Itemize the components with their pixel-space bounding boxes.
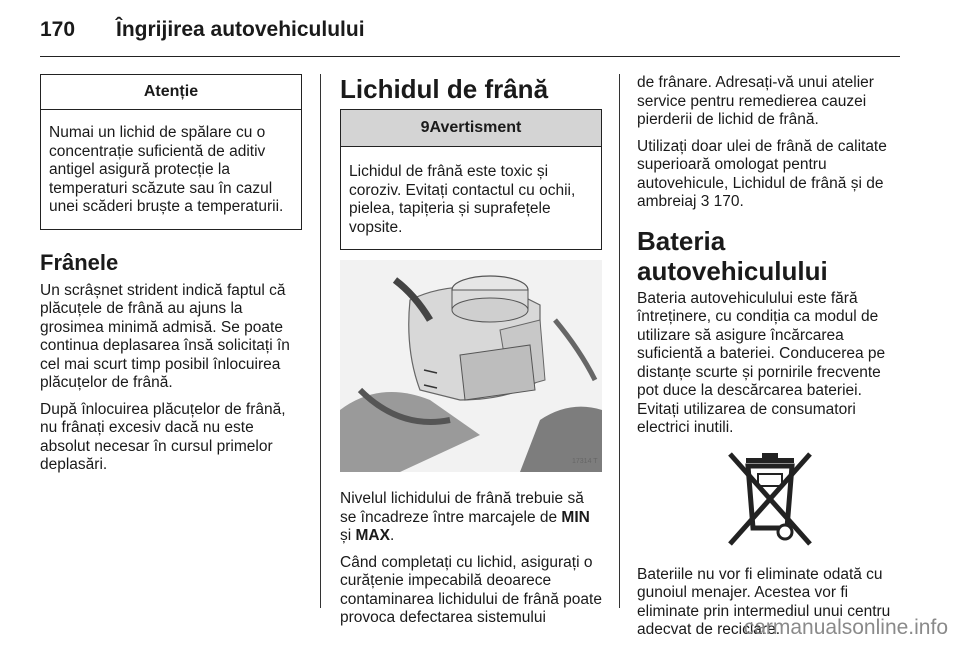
- max-mark: MAX: [355, 527, 390, 544]
- column-3: [637, 74, 902, 648]
- fluid-fill-text: Când completați cu lichid, asigurați o curățenie impecabilă deoarece contaminarea lichidului de frână poate provoca defectarea sistemului: [340, 553, 602, 626]
- column-1: [40, 74, 302, 483]
- page-number: 170: [40, 18, 76, 41]
- page-reference-icon[interactable]: 3: [700, 193, 710, 210]
- watermark: carmanualsonline.info: [743, 616, 948, 639]
- battery-text: Bateria autovehiculului este fără întreținere, cu condiția ca modul de utilizare să asigure încărcarea suficientă a bateriei. Conducerea pe distanțe scurte și pornirile frecvente pot duce la descărcarea bateriei. Evitați utilizarea de consumatori electrici inutili.: [637, 289, 886, 436]
- min-mark: MIN: [561, 508, 590, 526]
- warning-text: Lichidul de frână este toxic și coroziv. Evitați contactul cu ochii, pielea, tapițeria și suprafețele vopsite.: [349, 163, 576, 236]
- brakes-paragraph-2: După înlocuirea plăcuțelor de frână, nu frânați excesiv dacă nu este absolut necesar în cursul primelor deplasări.: [40, 400, 286, 473]
- fluid-level-text: Nivelul lichidului de frână trebuie să se încadreze între marcajele de MIN și MAX.: [340, 490, 590, 544]
- brakes-heading: Frânele: [40, 249, 119, 275]
- page-header: [40, 8, 900, 57]
- brakes-paragraph-1: Un scrâșnet strident indică faptul că plăcuțele de frână au ajuns la grosimea minimă admisă. Se poate continua deplasarea însă solicitați în cel mai scurt timp posibil înlocuirea plăcuțelor de frână.: [40, 281, 290, 391]
- brake-fluid-heading: Lichidul de frână: [340, 74, 549, 104]
- caution-title: Atenție: [41, 75, 301, 110]
- photo-code: 17314 T: [572, 458, 598, 465]
- warning-box: [340, 109, 602, 250]
- column-2: [340, 74, 602, 636]
- column-divider-1: [320, 74, 321, 608]
- caution-box: [40, 74, 302, 230]
- brake-fluid-reservoir-photo: [340, 260, 602, 472]
- column-divider-2: [619, 74, 620, 608]
- disposal-text: Bateriile nu vor fi eliminate odată cu gunoiul menajer. Acestea vor fi eliminate prin intermediul unui centru adecvat de reciclare.: [637, 565, 891, 638]
- warning-icon: 9: [420, 119, 430, 136]
- page-title: Îngrijirea autovehiculului: [116, 18, 365, 41]
- caution-text: Numai un lichid de spălare cu o concentrație suficientă de aditiv antigel asigură protecție la temperaturi scăzute sau în cazul unei scăderi bruște a temperaturii.: [49, 124, 284, 215]
- crossed-out-bin-icon: [724, 450, 816, 548]
- brake-oil-text: Utilizați doar ulei de frână de calitate superioară omologat pentru autovehicule, Lichidul de frână și de ambreiaj 3 170.: [637, 137, 887, 210]
- battery-heading: Bateria autovehiculului: [637, 225, 828, 286]
- warning-header: [341, 110, 601, 147]
- reservoir-illustration-icon: [340, 260, 602, 472]
- warning-title: Avertisment: [429, 119, 522, 136]
- continued-text: de frânare. Adresați-vă unui atelier service pentru remedierea cauzei pierderii de lichid de frână.: [637, 74, 874, 128]
